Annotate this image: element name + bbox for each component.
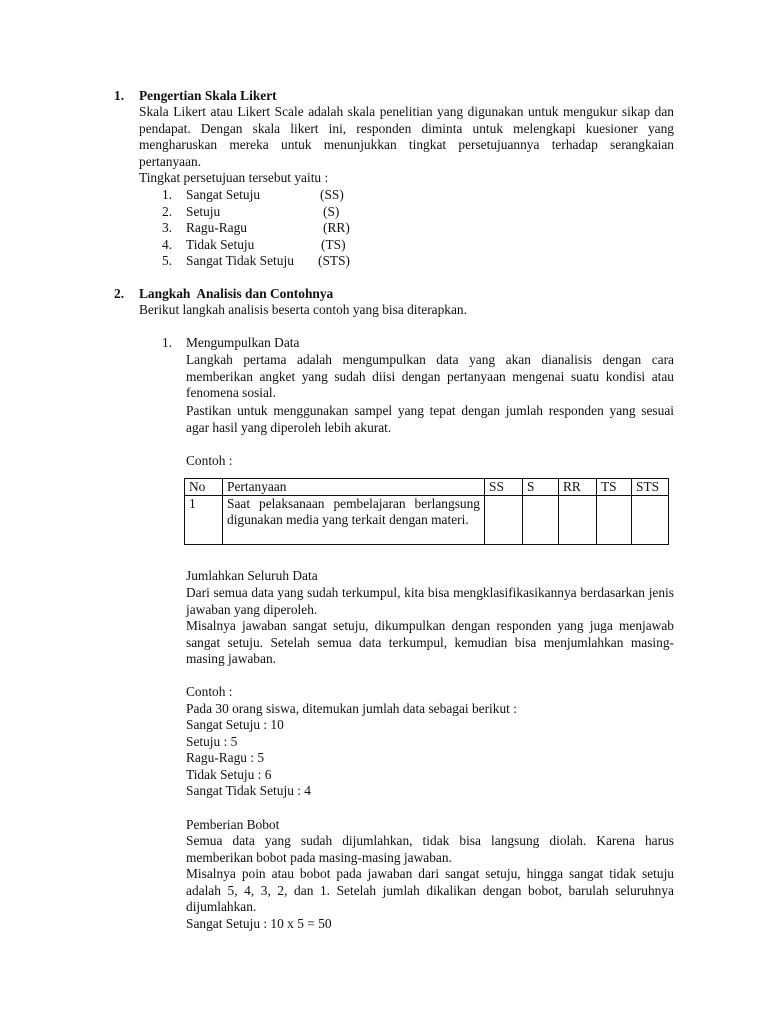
table-row — [185, 496, 669, 545]
step-2-example-label: Contoh : — [186, 684, 233, 699]
table-header-cell: Pertanyaan — [223, 479, 485, 496]
section-2-title: Langkah Analisis dan Contohnya — [139, 286, 334, 301]
level-code: (S) — [323, 204, 340, 219]
step-3-title: Pemberian Bobot — [186, 817, 280, 832]
step-2-title: Jumlahkan Seluruh Data — [186, 568, 318, 583]
step-3-paragraph-1: Semua data yang sudah dijumlahkan, tidak bisa langsung diolah. Karena harus memberikan bobot pada masing-masing jawaban. — [186, 833, 674, 865]
step-2-paragraph-2: Misalnya jawaban sangat setuju, dikumpulkan dengan responden yang juga menjawab sangat setuju. Setelah semua data terkumpul, kemudian bisa menjumlahkan masing-masing jawaban. — [186, 618, 674, 666]
section-1-number: 1. — [114, 88, 125, 103]
table-header-cell: SS — [485, 479, 523, 496]
step-3-calculation: Sangat Setuju : 10 x 5 = 50 — [186, 916, 332, 931]
table-header-cell: TS — [597, 479, 632, 496]
level-code: (STS) — [318, 253, 350, 268]
level-label: Sangat Setuju — [186, 187, 261, 202]
count-item: Tidak Setuju : 6 — [186, 767, 272, 782]
table-header-row — [185, 479, 669, 496]
table-cell-ts — [597, 496, 632, 545]
section-2-intro: Berikut langkah analisis beserta contoh yang bisa diterapkan. — [139, 302, 467, 317]
step-1-number: 1. — [162, 335, 173, 350]
questionnaire-table — [184, 478, 669, 545]
step-1-paragraph-2: Pastikan untuk menggunakan sampel yang tepat dengan jumlah responden yang sesuai agar hasil yang diperoleh lebih akurat. — [186, 403, 674, 435]
table-cell-s — [523, 496, 559, 545]
table-header-cell: S — [523, 479, 559, 496]
count-item: Sangat Tidak Setuju : 4 — [186, 783, 311, 798]
step-1-paragraph-1: Langkah pertama adalah mengumpulkan data yang akan dianalisis dengan cara memberikan angket yang sudah diisi dengan pertanyaan mengenai suatu kondisi atau fenomena sosial. — [186, 352, 674, 400]
step-3-paragraph-2: Misalnya poin atau bobot pada jawaban dari sangat setuju, hingga sangat tidak setuju adalah 5, 4, 3, 2, dan 1. Setelah jumlah dikalikan dengan bobot, barulah seluruhnya dijumlahkan. — [186, 866, 674, 914]
count-item: Ragu-Ragu : 5 — [186, 750, 265, 765]
level-number: 5. — [162, 253, 173, 268]
step-2-example-intro: Pada 30 orang siswa, ditemukan jumlah data sebagai berikut : — [186, 701, 517, 716]
level-label: Tidak Setuju — [186, 237, 255, 252]
table-cell-sts — [632, 496, 669, 545]
level-label: Setuju — [186, 204, 221, 219]
table-header-cell: No — [185, 479, 223, 496]
section-2-number: 2. — [114, 286, 125, 301]
table-header-cell: RR — [559, 479, 597, 496]
level-code: (TS) — [321, 237, 346, 252]
section-1-title: Pengertian Skala Likert — [139, 88, 277, 103]
step-1-title: Mengumpulkan Data — [186, 335, 300, 350]
table-cell-rr — [559, 496, 597, 545]
table-cell-question: Saat pelaksanaan pembelajaran berlangsung digunakan media yang terkait dengan materi. — [223, 496, 485, 545]
count-item: Sangat Setuju : 10 — [186, 717, 284, 732]
count-item: Setuju : 5 — [186, 734, 238, 749]
section-1-paragraph: Skala Likert atau Likert Scale adalah skala penelitian yang digunakan untuk mengukur sikap dan pendapat. Dengan skala likert ini, responden diminta untuk melengkapi kuesioner yang mengharuskan mereka untuk menunjukkan tingkat persetujuannya terhadap serangkaian pertanyaan. — [139, 104, 674, 169]
step-1-example-label: Contoh : — [186, 453, 233, 468]
levels-intro: Tingkat persetujuan tersebut yaitu : — [139, 170, 329, 185]
table-cell-no: 1 — [185, 496, 223, 545]
level-number: 4. — [162, 237, 173, 252]
level-number: 1. — [162, 187, 173, 202]
level-label: Sangat Tidak Setuju — [186, 253, 294, 268]
level-number: 3. — [162, 220, 173, 235]
step-2-paragraph-1: Dari semua data yang sudah terkumpul, kita bisa mengklasifikasikannya berdasarkan jenis jawaban yang diperoleh. — [186, 585, 674, 617]
level-label: Ragu-Ragu — [186, 220, 247, 235]
table-header-cell: STS — [632, 479, 669, 496]
level-code: (SS) — [320, 187, 344, 202]
table-cell-ss — [485, 496, 523, 545]
level-code: (RR) — [323, 220, 350, 235]
level-number: 2. — [162, 204, 173, 219]
